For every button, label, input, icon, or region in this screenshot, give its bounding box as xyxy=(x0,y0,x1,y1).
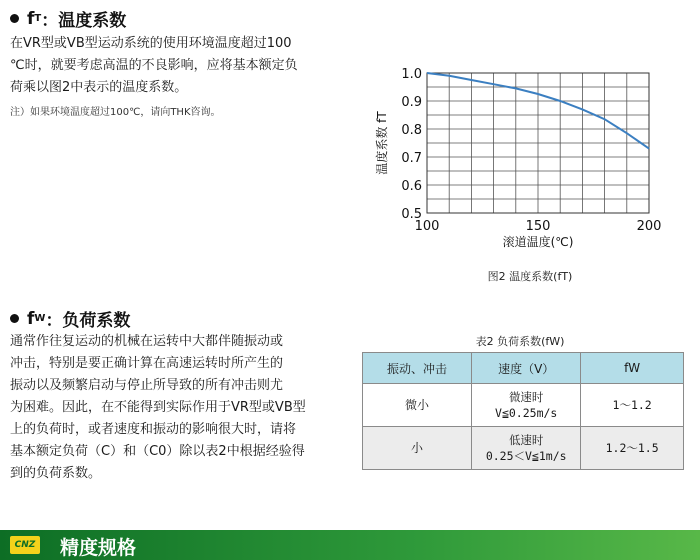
column-header-impact: 振动、冲击 xyxy=(363,353,472,384)
load-factor-subscript: W xyxy=(34,313,46,324)
temperature-note: 注）如果环境温度超过100℃，请向THK咨询。 xyxy=(10,107,221,118)
y-tick-label: 0.7 xyxy=(401,151,422,166)
load-factor-title: ：负荷系数 xyxy=(45,311,131,331)
speed-label: 微速时 xyxy=(508,390,544,404)
body-line: 冲击，特别是要正确计算在高速运转时所产生的 xyxy=(10,356,284,371)
section-header-bar xyxy=(0,530,700,560)
temperature-factor-heading xyxy=(10,6,126,31)
speed-label: 低速时 xyxy=(508,433,544,447)
chart-svg xyxy=(370,60,690,260)
table-header-row xyxy=(363,353,684,384)
chart-caption: 图2 温度系数(fT) xyxy=(487,270,573,283)
table-caption: 表2 负荷系数(fW) xyxy=(475,335,565,348)
body-line: 为困难。因此，在不能得到实际作用于VR型或VB型 xyxy=(10,400,306,415)
y-tick-label: 0.9 xyxy=(401,95,422,110)
bullet-icon xyxy=(10,14,19,23)
impact-cell: 微小 xyxy=(363,384,472,427)
load-factor-table xyxy=(362,352,684,470)
load-factor-body xyxy=(10,331,355,485)
temperature-factor-body xyxy=(10,33,355,99)
bullet-icon xyxy=(10,314,19,323)
column-header-speed: 速度（V） xyxy=(472,353,581,384)
temperature-factor-symbol: f xyxy=(27,8,35,29)
body-line: ℃时，就要考虑高温的不良影响，应将基本额定负 xyxy=(10,58,298,73)
y-tick-label: 0.5 xyxy=(401,207,422,222)
x-tick-label: 200 xyxy=(636,219,662,234)
column-header-factor: fW xyxy=(581,353,684,384)
temperature-factor-title: ：温度系数 xyxy=(41,11,127,31)
table-row xyxy=(363,384,684,427)
body-line: 荷乘以图2中表示的温度系数。 xyxy=(10,80,188,95)
factor-cell: 1～1.2 xyxy=(581,384,684,427)
body-line: 振动以及频繁启动与停止所导致的所有冲击则尤 xyxy=(10,378,284,393)
x-tick-label: 150 xyxy=(525,219,551,234)
load-factor-heading xyxy=(10,306,130,331)
table-row xyxy=(363,427,684,470)
y-tick-label: 0.8 xyxy=(401,123,422,138)
section-title: 精度规格 xyxy=(60,537,137,559)
body-line: 通常作往复运动的机械在运转中大都伴随振动或 xyxy=(10,334,284,349)
load-factor-symbol: f xyxy=(27,308,35,329)
x-tick-label: 100 xyxy=(414,219,440,234)
body-line: 基本额定负荷（C）和（C0）除以表2中根据经验得 xyxy=(10,444,305,459)
speed-range: V≦0.25m/s xyxy=(495,406,558,420)
temperature-factor-chart xyxy=(370,60,690,285)
temperature-factor-subscript: T xyxy=(34,13,42,24)
y-axis-label: 温度系数 fT xyxy=(375,111,389,175)
y-tick-label: 0.6 xyxy=(401,179,422,194)
body-line: 上的负荷时，或者速度和振动的影响很大时，请将 xyxy=(10,422,297,437)
x-axis-label: 滚道温度(℃) xyxy=(502,235,574,249)
impact-cell: 小 xyxy=(363,427,472,470)
factor-cell: 1.2～1.5 xyxy=(581,427,684,470)
speed-cell xyxy=(472,384,581,427)
y-tick-label: 1.0 xyxy=(401,67,422,82)
brand-logo: CNZ xyxy=(10,536,40,554)
body-line: 到的负荷系数。 xyxy=(10,466,102,481)
speed-cell xyxy=(472,427,581,470)
speed-range: 0.25＜V≦1m/s xyxy=(485,449,567,463)
body-line: 在VR型或VB型运动系统的使用环境温度超过100 xyxy=(10,36,292,51)
